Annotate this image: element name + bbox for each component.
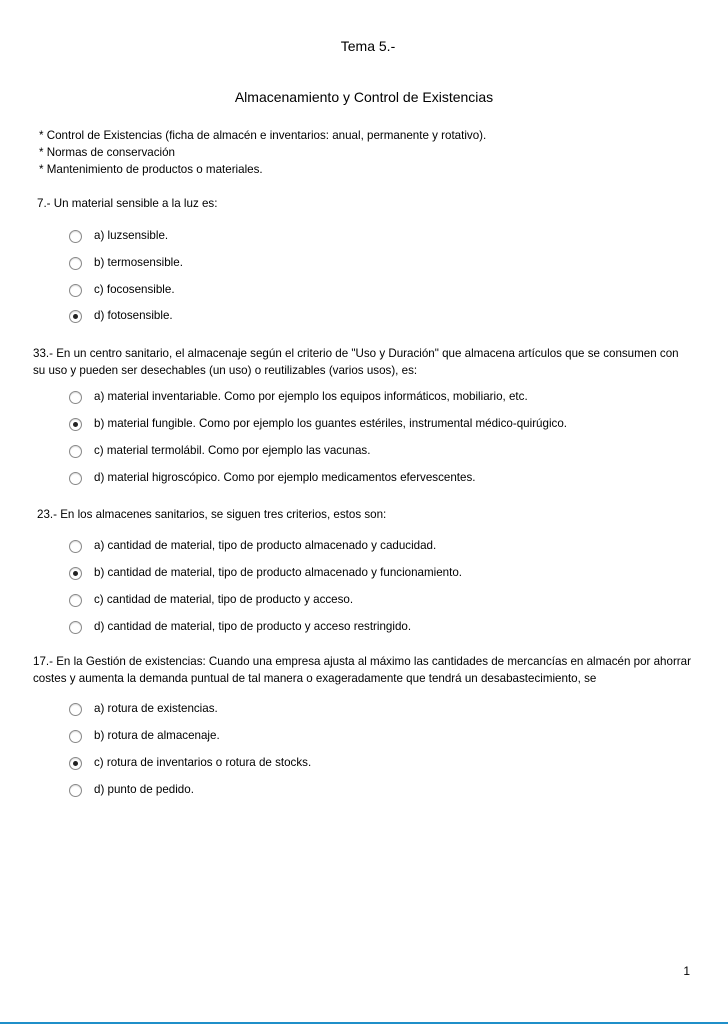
topic-item: * Mantenimiento de productos o materiales. xyxy=(39,163,263,176)
option-label: a) material inventariable. Como por ejemplo los equipos informáticos, mobiliario, etc. xyxy=(94,390,528,403)
option-label: b) rotura de almacenaje. xyxy=(94,729,220,742)
question-stem: 23.- En los almacenes sanitarios, se siguen tres criterios, estos son: xyxy=(37,508,387,521)
page-title: Almacenamiento y Control de Existencias xyxy=(234,89,494,105)
option-label: a) rotura de existencias. xyxy=(94,702,218,715)
radio-button[interactable] xyxy=(69,284,82,297)
radio-button[interactable] xyxy=(69,230,82,243)
topics-list xyxy=(39,127,486,178)
radio-button[interactable] xyxy=(69,445,82,458)
option-label: d) fotosensible. xyxy=(94,309,173,322)
option-label: d) punto de pedido. xyxy=(94,783,194,796)
radio-button[interactable] xyxy=(69,418,82,431)
option-label: c) cantidad de material, tipo de producto y acceso. xyxy=(94,593,354,606)
option-label: c) focosensible. xyxy=(94,283,175,296)
radio-button[interactable] xyxy=(69,567,82,580)
option-label: c) material termolábil. Como por ejemplo las vacunas. xyxy=(94,444,371,457)
option-label: d) material higroscópico. Como por ejemplo medicamentos efervescentes. xyxy=(94,471,476,484)
page-number: 1 xyxy=(683,964,690,978)
option-label: d) cantidad de material, tipo de producto y acceso restringido. xyxy=(94,620,412,633)
radio-button[interactable] xyxy=(69,703,82,716)
option-label: a) luzsensible. xyxy=(94,229,169,242)
option-label: a) cantidad de material, tipo de producto almacenado y caducidad. xyxy=(94,539,437,552)
radio-button[interactable] xyxy=(69,257,82,270)
radio-button[interactable] xyxy=(69,391,82,404)
option-label: b) cantidad de material, tipo de producto almacenado y funcionamiento. xyxy=(94,566,463,579)
question-stem: 7.- Un material sensible a la luz es: xyxy=(37,197,218,210)
topic-item: * Normas de conservación xyxy=(39,146,175,159)
radio-button[interactable] xyxy=(69,784,82,797)
radio-button[interactable] xyxy=(69,310,82,323)
option-label: b) material fungible. Como por ejemplo los guantes estériles, instrumental médico-quirúgico. xyxy=(94,417,567,430)
topic-item: * Control de Existencias (ficha de almacén e inventarios: anual, permanente y rotativo). xyxy=(39,129,487,142)
question-stem: 17.- En la Gestión de existencias: Cuando una empresa ajusta al máximo las cantidades de mercancías en almacén por ahorrar costes y aumenta la demanda puntual de tal manera o exageradamente que tendrá un desabastecimiento, se xyxy=(33,655,691,685)
radio-button[interactable] xyxy=(69,540,82,553)
radio-button[interactable] xyxy=(69,730,82,743)
tema-heading: Tema 5.- xyxy=(340,38,396,54)
option-label: c) rotura de inventarios o rotura de stocks. xyxy=(94,756,312,769)
question-stem: 33.- En un centro sanitario, el almacenaje según el criterio de "Uso y Duración" que almacena artículos que se consumen con su uso y pueden ser desechables (un uso) o reutilizables (varios usos), es: xyxy=(33,347,679,377)
radio-button[interactable] xyxy=(69,472,82,485)
radio-button[interactable] xyxy=(69,757,82,770)
radio-button[interactable] xyxy=(69,594,82,607)
footer-rule xyxy=(0,1022,728,1024)
radio-button[interactable] xyxy=(69,621,82,634)
option-label: b) termosensible. xyxy=(94,256,183,269)
